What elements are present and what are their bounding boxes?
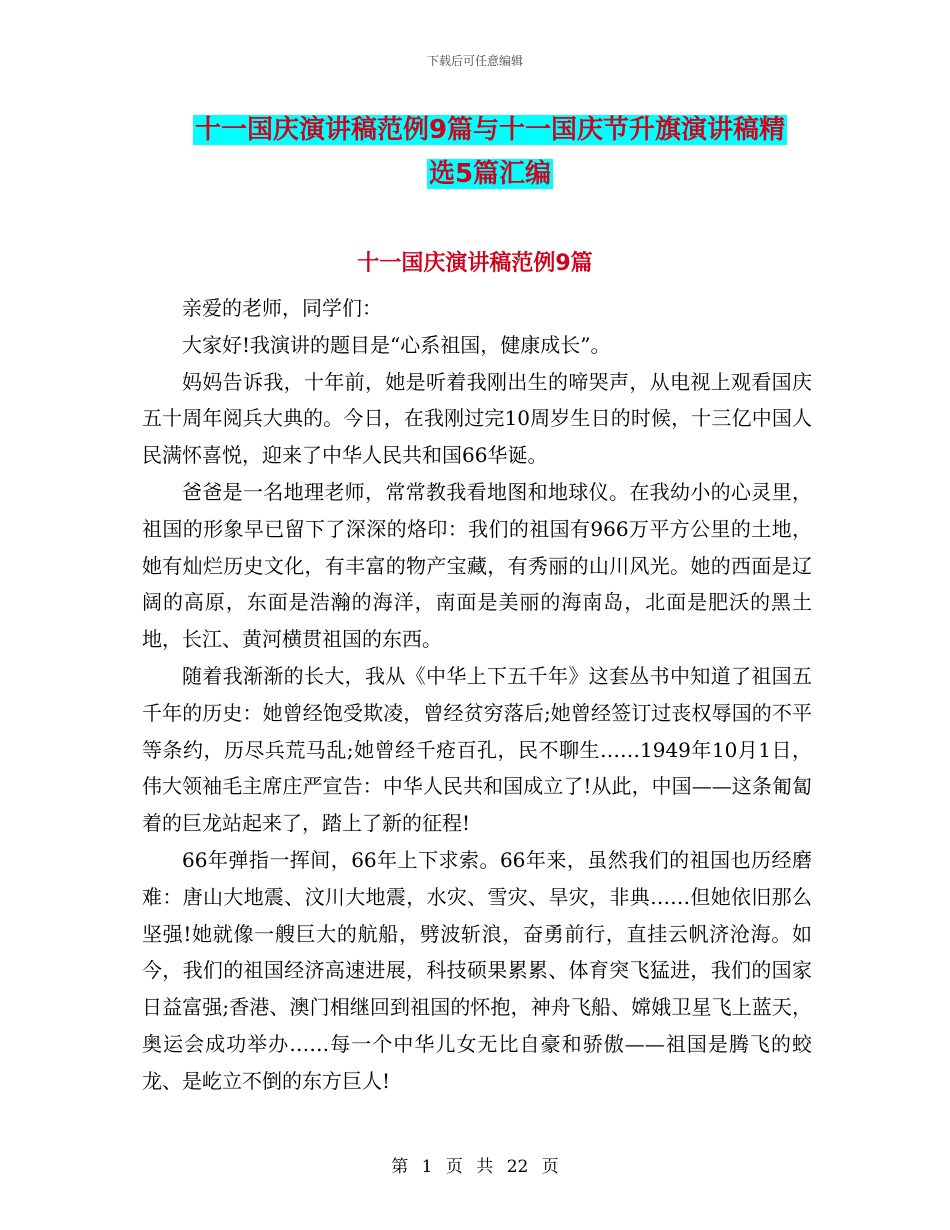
paragraph: 66年弹指一挥间，66年上下求索。66年来，虽然我们的祖国也历经磨难：唐山大地震、汶川大地震，水灾、雪灾、旱灾，非典……但她依旧那么坚强!她就像一艘巨大的航船，劈波斩浪，奋勇前行，直挂云帆济沧海。如今，我们的祖国经济高速进展，科技硕果累累、体育突飞猛进，我们的国家日益富强;香港、澳门相继回到祖国的怀抱，神舟飞船、嫦娥卫星飞上蓝天，奥运会成功举办……每一个中华儿女无比自豪和骄傲——祖国是腾飞的蛟龙、是屹立不倒的东方巨人! xyxy=(142,847,812,1093)
paragraph: 随着我渐渐的长大，我从《中华上下五千年》这套丛书中知道了祖国五千年的历史：她曾经饱受欺凌，曾经贫穷落后;她曾经签订过丧权辱国的不平等条约，历尽兵荒马乱;她曾经千疮百孔，民不聊生……1949年10月1日，伟大领袖毛主席庄严宣告：中华人民共和国成立了!从此，中国——这条匍匐着的巨龙站起来了，踏上了新的征程! xyxy=(142,663,812,836)
body-text xyxy=(142,290,812,1100)
section-title: 十一国庆演讲稿范例9篇 xyxy=(357,251,593,276)
document-title xyxy=(140,108,840,196)
header-note: 下载后可任意编辑 xyxy=(426,54,523,68)
paragraph: 亲爱的老师，同学们： xyxy=(182,296,382,320)
title-line-1: 十一国庆演讲稿范例9篇与十一国庆节升旗演讲稿精 xyxy=(194,115,786,145)
paragraph: 妈妈告诉我，十年前，她是听着我刚出生的啼哭声，从电视上观看国庆五十周年阅兵大典的。今日，在我刚过完10周岁生日的时候，十三亿中国人民满怀喜悦，迎来了中华人民共和国66华诞。 xyxy=(142,369,812,468)
paragraph: 大家好!我演讲的题目是“心系祖国，健康成长”。 xyxy=(182,332,611,357)
paragraph: 爸爸是一名地理老师，常常教我看地图和地球仪。在我幼小的心灵里，祖国的形象早已留下了深深的烙印：我们的祖国有966万平方公里的土地，她有灿烂历史文化，有丰富的物产宝藏，有秀丽的山川风光。她的西面是辽阔的高原，东面是浩瀚的海洋，南面是美丽的海南岛，北面是肥沃的黑土地，长江、黄河横贯祖国的东西。 xyxy=(142,479,812,652)
page-footer: 第 1 页 共 22 页 xyxy=(391,1157,559,1177)
title-line-2: 选5篇汇编 xyxy=(428,159,552,189)
